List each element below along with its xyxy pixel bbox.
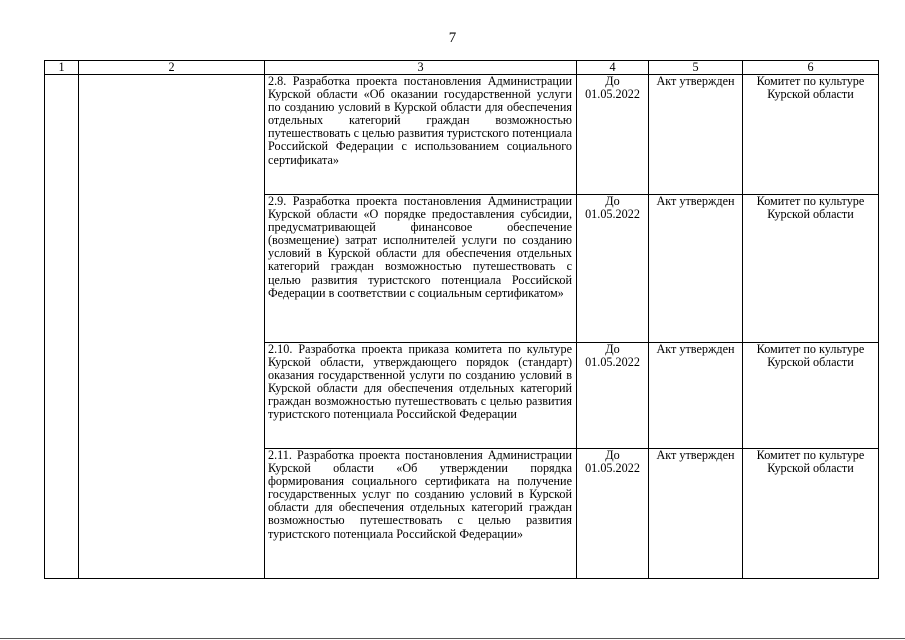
header-col-3: 3 (265, 61, 577, 75)
deadline-cell: До 01.05.2022 (577, 343, 649, 449)
header-col-6: 6 (743, 61, 879, 75)
measure-description: 2.9. Разработка проекта постановления Администрации Курской области «О порядке предоставления субсидии, предусматривающей финансовое обеспечение (возмещение) затрат исполнителей услуги по созданию условий в Курской области для обеспечения отдельных категорий граждан возможностью путешествовать с целью развития туристского потенциала Российской Федерации в соответствии с социальным сертификатом» (265, 195, 577, 343)
responsible-cell: Комитет по культуре Курской области (743, 75, 879, 195)
header-col-1: 1 (45, 61, 79, 75)
table-row (45, 75, 879, 195)
responsible-cell: Комитет по культуре Курской области (743, 343, 879, 449)
plan-table (44, 60, 879, 579)
deadline-cell: До 01.05.2022 (577, 195, 649, 343)
responsible-cell: Комитет по культуре Курской области (743, 195, 879, 343)
result-cell: Акт утвержден (649, 449, 743, 579)
deadline-cell: До 01.05.2022 (577, 75, 649, 195)
deadline-cell: До 01.05.2022 (577, 449, 649, 579)
header-col-4: 4 (577, 61, 649, 75)
measure-description: 2.8. Разработка проекта постановления Администрации Курской области «Об оказании государственной услуги по созданию условий в Курской области для обеспечения отдельных категорий граждан возможностью путешествовать с целью развития туристского потенциала Российской Федерации с использованием социального сертификата» (265, 75, 577, 195)
header-col-2: 2 (79, 61, 265, 75)
header-col-5: 5 (649, 61, 743, 75)
result-cell: Акт утвержден (649, 343, 743, 449)
result-cell: Акт утвержден (649, 75, 743, 195)
page-number: 7 (448, 30, 457, 46)
result-cell: Акт утвержден (649, 195, 743, 343)
measure-description: 2.10. Разработка проекта приказа комитета по культуре Курской области, утверждающего порядок (стандарт) оказания государственной услуги по созданию условий в Курской области для обеспечения отдельных категорий граждан возможностью путешествовать с целью развития туристского потенциала Российской Федерации (265, 343, 577, 449)
scan-edge-line (0, 638, 905, 639)
measure-description: 2.11. Разработка проекта постановления Администрации Курской области «Об утверждении порядка формирования социального сертификата на получение государственных услуг по созданию условий в Курской области для обеспечения отдельных категорий граждан возможностью путешествовать с целью развития туристского потенциала Российской Федерации» (265, 449, 577, 579)
responsible-cell: Комитет по культуре Курской области (743, 449, 879, 579)
section-cell (79, 75, 265, 579)
row-number-cell (45, 75, 79, 579)
header-row (45, 61, 879, 75)
